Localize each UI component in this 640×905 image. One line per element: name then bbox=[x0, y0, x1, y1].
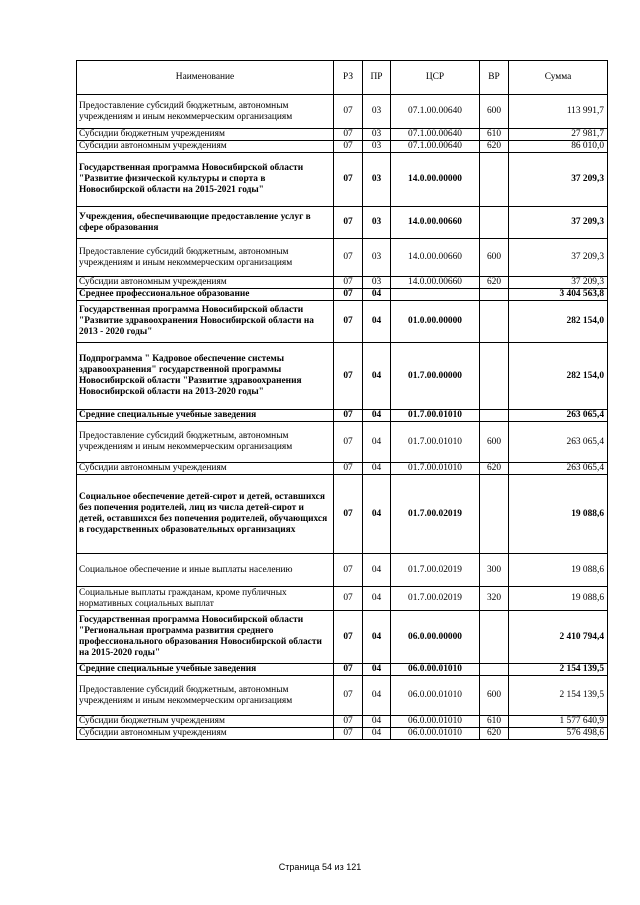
cell-sum: 19 088,6 bbox=[509, 554, 608, 587]
table-row bbox=[77, 728, 608, 740]
cell-pr: 03 bbox=[363, 207, 391, 239]
cell-csr: 06.0.00.01010 bbox=[391, 664, 480, 676]
cell-pr: 03 bbox=[363, 239, 391, 277]
cell-vr bbox=[480, 207, 509, 239]
cell-vr: 320 bbox=[480, 587, 509, 611]
cell-csr: 01.7.00.01010 bbox=[391, 463, 480, 475]
budget-table-container bbox=[76, 60, 607, 740]
cell-name: Средние специальные учебные заведения bbox=[77, 410, 334, 422]
cell-sum: 2 154 139,5 bbox=[509, 676, 608, 716]
cell-vr bbox=[480, 301, 509, 343]
cell-sum: 86 010,0 bbox=[509, 141, 608, 153]
cell-csr: 14.0.00.00660 bbox=[391, 277, 480, 289]
cell-name: Предоставление субсидий бюджетным, автономным учреждениям и иным некоммерческим организациям bbox=[77, 676, 334, 716]
cell-csr: 06.0.00.01010 bbox=[391, 716, 480, 728]
page-footer: Страница 54 из 121 bbox=[278, 862, 362, 872]
cell-rz: 07 bbox=[334, 277, 363, 289]
cell-rz: 07 bbox=[334, 301, 363, 343]
cell-pr: 04 bbox=[363, 716, 391, 728]
cell-vr: 610 bbox=[480, 716, 509, 728]
cell-csr: 01.0.00.00000 bbox=[391, 301, 480, 343]
cell-name: Субсидии бюджетным учреждениям bbox=[77, 716, 334, 728]
cell-rz: 07 bbox=[334, 153, 363, 207]
cell-name: Государственная программа Новосибирской области "Развитие физической культуры и спорта в Новосибирской области на 2015-2021 годы" bbox=[77, 153, 334, 207]
cell-name: Социальное обеспечение детей-сирот и детей, оставшихся без попечения родителей, лиц из числа детей-сирот и детей, оставшихся без попечения родителей, обучающихся в государственных образовательных организациях bbox=[77, 475, 334, 554]
table-row bbox=[77, 343, 608, 410]
cell-pr: 04 bbox=[363, 463, 391, 475]
cell-sum: 1 577 640,9 bbox=[509, 716, 608, 728]
table-row bbox=[77, 207, 608, 239]
cell-pr: 03 bbox=[363, 153, 391, 207]
cell-rz: 07 bbox=[334, 289, 363, 301]
cell-sum: 576 498,6 bbox=[509, 728, 608, 740]
header-rz: РЗ bbox=[334, 61, 363, 95]
cell-sum: 282 154,0 bbox=[509, 301, 608, 343]
cell-csr: 06.0.00.00000 bbox=[391, 611, 480, 664]
cell-vr: 610 bbox=[480, 129, 509, 141]
cell-vr bbox=[480, 611, 509, 664]
cell-csr: 06.0.00.01010 bbox=[391, 728, 480, 740]
header-csr: ЦСР bbox=[391, 61, 480, 95]
cell-vr: 620 bbox=[480, 141, 509, 153]
cell-rz: 07 bbox=[334, 611, 363, 664]
cell-name: Средние специальные учебные заведения bbox=[77, 664, 334, 676]
cell-pr: 03 bbox=[363, 129, 391, 141]
table-row bbox=[77, 289, 608, 301]
cell-pr: 04 bbox=[363, 343, 391, 410]
cell-rz: 07 bbox=[334, 676, 363, 716]
table-row bbox=[77, 664, 608, 676]
cell-csr: 07.1.00.00640 bbox=[391, 95, 480, 129]
table-row bbox=[77, 611, 608, 664]
cell-rz: 07 bbox=[334, 95, 363, 129]
cell-name: Социальные выплаты гражданам, кроме публичных нормативных социальных выплат bbox=[77, 587, 334, 611]
table-row bbox=[77, 410, 608, 422]
cell-vr: 620 bbox=[480, 728, 509, 740]
cell-rz: 07 bbox=[334, 129, 363, 141]
cell-vr bbox=[480, 410, 509, 422]
cell-rz: 07 bbox=[334, 422, 363, 463]
table-row bbox=[77, 141, 608, 153]
cell-pr: 03 bbox=[363, 95, 391, 129]
table-row bbox=[77, 554, 608, 587]
header-vr: ВР bbox=[480, 61, 509, 95]
cell-vr: 600 bbox=[480, 239, 509, 277]
cell-rz: 07 bbox=[334, 664, 363, 676]
cell-name: Государственная программа Новосибирской области "Региональная программа развития среднего профессионального образования Новосибирской области на 2015-2020 годы" bbox=[77, 611, 334, 664]
cell-pr: 03 bbox=[363, 141, 391, 153]
cell-csr: 01.7.00.02019 bbox=[391, 587, 480, 611]
cell-sum: 2 154 139,5 bbox=[509, 664, 608, 676]
cell-csr: 14.0.00.00660 bbox=[391, 239, 480, 277]
cell-csr: 01.7.00.01010 bbox=[391, 410, 480, 422]
cell-rz: 07 bbox=[334, 410, 363, 422]
cell-rz: 07 bbox=[334, 463, 363, 475]
table-row bbox=[77, 277, 608, 289]
cell-csr: 01.7.00.00000 bbox=[391, 343, 480, 410]
cell-sum: 19 088,6 bbox=[509, 587, 608, 611]
table-row bbox=[77, 676, 608, 716]
cell-vr: 620 bbox=[480, 277, 509, 289]
cell-sum: 263 065,4 bbox=[509, 463, 608, 475]
cell-sum: 19 088,6 bbox=[509, 475, 608, 554]
cell-sum: 37 209,3 bbox=[509, 153, 608, 207]
cell-rz: 07 bbox=[334, 141, 363, 153]
cell-rz: 07 bbox=[334, 728, 363, 740]
cell-pr: 04 bbox=[363, 676, 391, 716]
cell-name: Государственная программа Новосибирской области "Развитие здравоохранения Новосибирской области на 2013 - 2020 годы" bbox=[77, 301, 334, 343]
cell-vr: 620 bbox=[480, 463, 509, 475]
cell-pr: 03 bbox=[363, 277, 391, 289]
cell-pr: 04 bbox=[363, 611, 391, 664]
cell-name: Субсидии автономным учреждениям bbox=[77, 141, 334, 153]
table-row bbox=[77, 716, 608, 728]
cell-pr: 04 bbox=[363, 301, 391, 343]
cell-name: Субсидии бюджетным учреждениям bbox=[77, 129, 334, 141]
cell-sum: 2 410 794,4 bbox=[509, 611, 608, 664]
cell-sum: 113 991,7 bbox=[509, 95, 608, 129]
cell-name: Предоставление субсидий бюджетным, автономным учреждениям и иным некоммерческим организациям bbox=[77, 239, 334, 277]
cell-name: Подпрограмма " Кадровое обеспечение системы здравоохранения" государственной программы Новосибирской области "Развитие здравоохранения Новосибирской области на 2013-2020 годы" bbox=[77, 343, 334, 410]
cell-vr bbox=[480, 289, 509, 301]
cell-pr: 04 bbox=[363, 289, 391, 301]
cell-rz: 07 bbox=[334, 475, 363, 554]
budget-table bbox=[76, 60, 608, 740]
cell-rz: 07 bbox=[334, 207, 363, 239]
cell-name: Предоставление субсидий бюджетным, автономным учреждениям и иным некоммерческим организациям bbox=[77, 422, 334, 463]
cell-name: Предоставление субсидий бюджетным, автономным учреждениям и иным некоммерческим организациям bbox=[77, 95, 334, 129]
cell-name: Субсидии автономным учреждениям bbox=[77, 277, 334, 289]
cell-pr: 04 bbox=[363, 728, 391, 740]
header-sum: Сумма bbox=[509, 61, 608, 95]
table-row bbox=[77, 239, 608, 277]
cell-csr: 14.0.00.00660 bbox=[391, 207, 480, 239]
table-header-row bbox=[77, 61, 608, 95]
cell-vr: 300 bbox=[480, 554, 509, 587]
cell-name: Субсидии автономным учреждениям bbox=[77, 728, 334, 740]
table-row bbox=[77, 95, 608, 129]
cell-sum: 37 209,3 bbox=[509, 207, 608, 239]
table-row bbox=[77, 153, 608, 207]
cell-name: Учреждения, обеспечивающие предоставление услуг в сфере образования bbox=[77, 207, 334, 239]
cell-sum: 263 065,4 bbox=[509, 410, 608, 422]
cell-rz: 07 bbox=[334, 343, 363, 410]
table-row bbox=[77, 422, 608, 463]
cell-vr: 600 bbox=[480, 676, 509, 716]
header-pr: ПР bbox=[363, 61, 391, 95]
cell-pr: 04 bbox=[363, 410, 391, 422]
cell-vr bbox=[480, 664, 509, 676]
cell-name: Субсидии автономным учреждениям bbox=[77, 463, 334, 475]
table-row bbox=[77, 587, 608, 611]
cell-sum: 3 404 563,8 bbox=[509, 289, 608, 301]
cell-pr: 04 bbox=[363, 587, 391, 611]
cell-sum: 282 154,0 bbox=[509, 343, 608, 410]
cell-csr: 07.1.00.00640 bbox=[391, 141, 480, 153]
cell-pr: 04 bbox=[363, 554, 391, 587]
table-row bbox=[77, 475, 608, 554]
cell-csr: 14.0.00.00000 bbox=[391, 153, 480, 207]
table-row bbox=[77, 129, 608, 141]
cell-rz: 07 bbox=[334, 554, 363, 587]
cell-sum: 263 065,4 bbox=[509, 422, 608, 463]
cell-vr bbox=[480, 343, 509, 410]
cell-vr: 600 bbox=[480, 422, 509, 463]
cell-vr bbox=[480, 475, 509, 554]
cell-vr: 600 bbox=[480, 95, 509, 129]
cell-csr: 06.0.00.01010 bbox=[391, 676, 480, 716]
header-name: Наименование bbox=[77, 61, 334, 95]
cell-csr: 07.1.00.00640 bbox=[391, 129, 480, 141]
cell-csr: 01.7.00.02019 bbox=[391, 475, 480, 554]
cell-pr: 04 bbox=[363, 475, 391, 554]
table-row bbox=[77, 463, 608, 475]
cell-sum: 27 981,7 bbox=[509, 129, 608, 141]
cell-rz: 07 bbox=[334, 716, 363, 728]
cell-rz: 07 bbox=[334, 587, 363, 611]
cell-name: Среднее профессиональное образование bbox=[77, 289, 334, 301]
cell-sum: 37 209,3 bbox=[509, 277, 608, 289]
cell-csr bbox=[391, 289, 480, 301]
cell-pr: 04 bbox=[363, 664, 391, 676]
table-row bbox=[77, 301, 608, 343]
cell-name: Социальное обеспечение и иные выплаты населению bbox=[77, 554, 334, 587]
cell-rz: 07 bbox=[334, 239, 363, 277]
cell-vr bbox=[480, 153, 509, 207]
cell-csr: 01.7.00.01010 bbox=[391, 422, 480, 463]
cell-csr: 01.7.00.02019 bbox=[391, 554, 480, 587]
cell-pr: 04 bbox=[363, 422, 391, 463]
cell-sum: 37 209,3 bbox=[509, 239, 608, 277]
